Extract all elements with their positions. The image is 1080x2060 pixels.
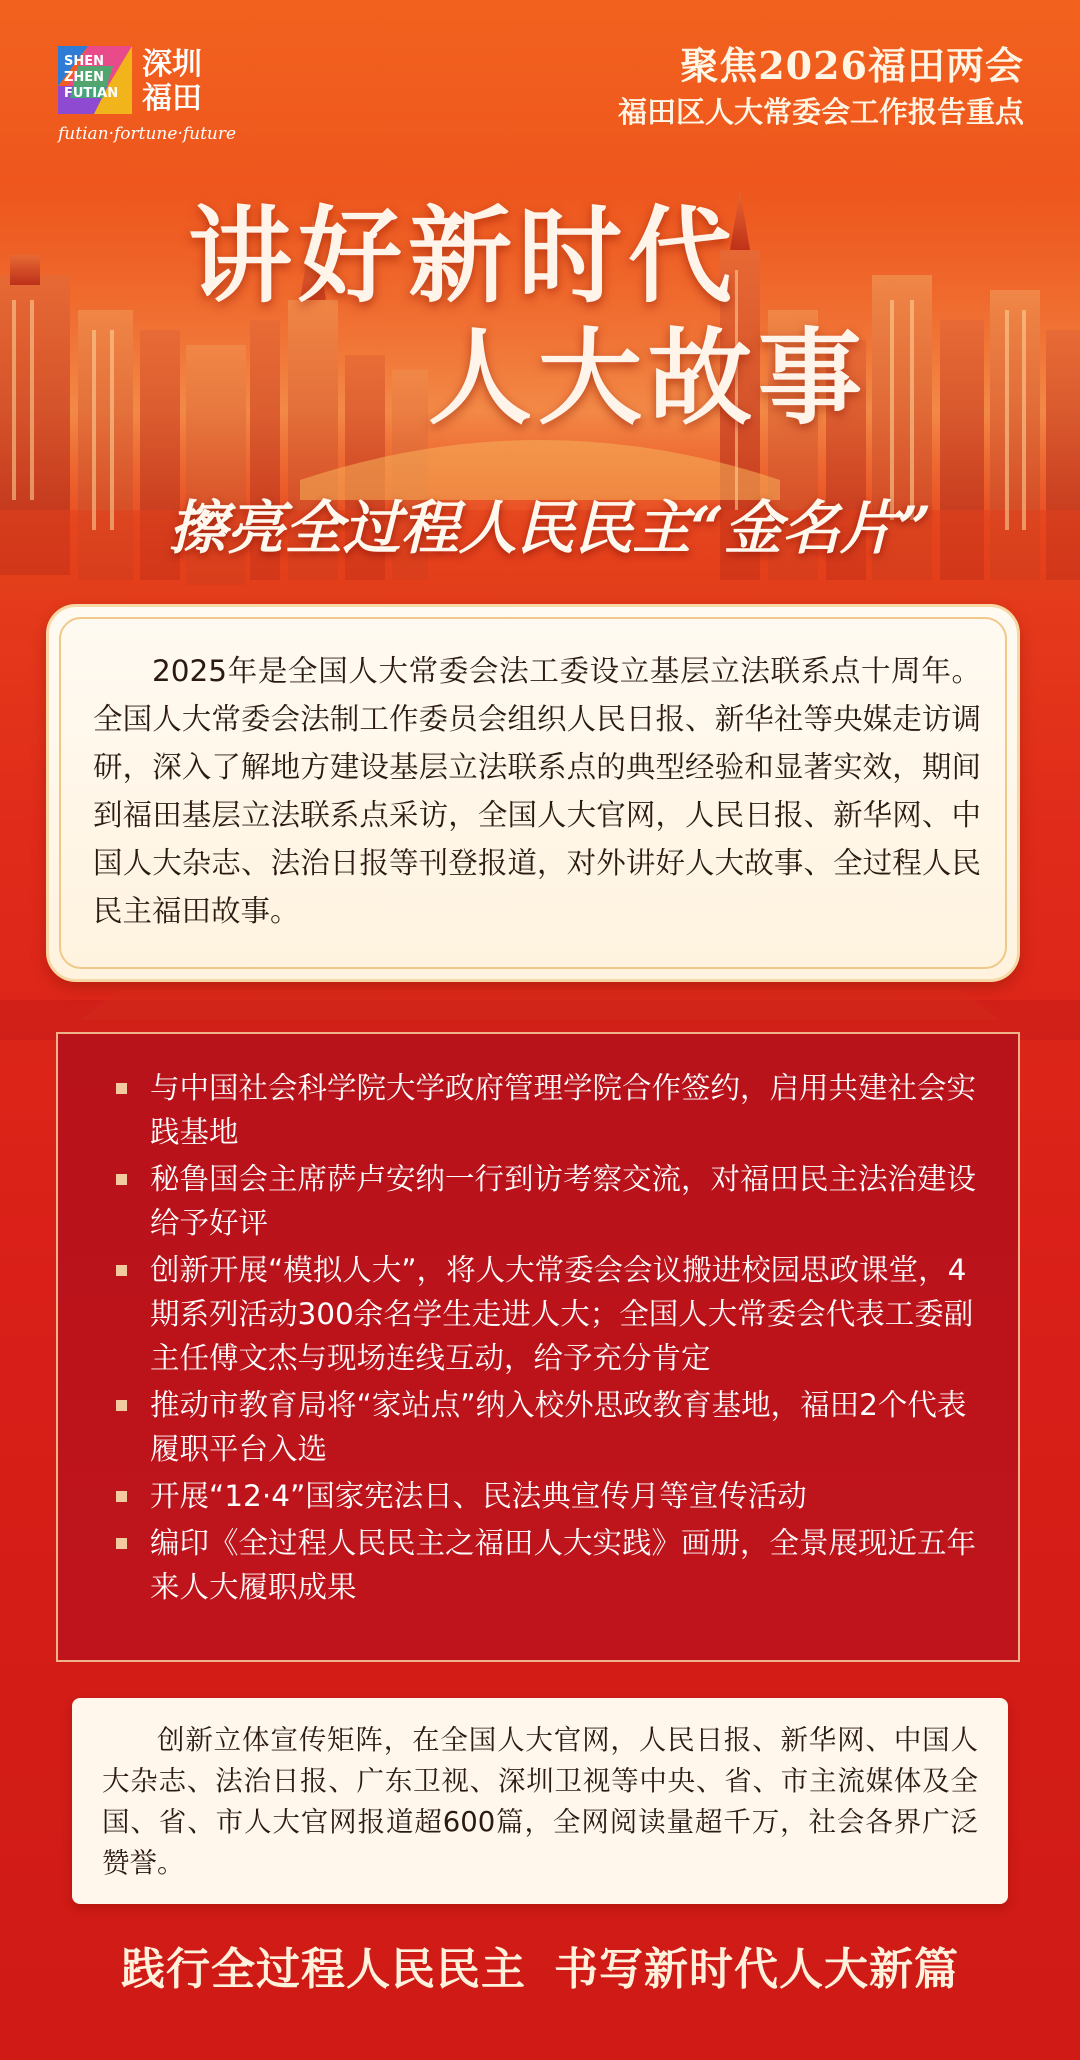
summary-card [72,1698,1008,1904]
list-item [114,1248,994,1380]
list-item-text: 秘鲁国会主席萨卢安纳一行到访考察交流，对福田民主法治建设给予好评 [150,1162,977,1240]
footer-slogan-part2: 书写新时代人大新篇 [554,1944,959,1995]
list-item [114,1474,994,1518]
header-title: 聚焦2026福田两会 [680,43,1024,88]
highlights-card [56,1032,1020,1662]
list-item [114,1157,994,1245]
list-item [114,1521,994,1609]
bullet-icon [116,1265,127,1276]
bullet-icon [116,1538,127,1549]
bullet-icon [116,1491,127,1502]
list-item-text: 创新开展“模拟人大”，将人大常委会会议搬进校园思政课堂，4期系列活动300余名学生走进人大；全国人大常委会代表工委副主任傅文杰与现场连线互动，给予充分肯定 [150,1253,974,1375]
logo-chinese-text [142,48,212,116]
hero-subtitle: 擦亮全过程人民民主“金名片” [168,494,932,562]
hero-title-line2: 人大故事 [428,316,869,439]
logo-cn-line: 深圳 [142,47,202,82]
list-item-text: 推动市教育局将“家站点”纳入校外思政教育基地，福田2个代表履职平台入选 [150,1388,967,1466]
hero-title-line1: 讲好新时代 [188,194,739,317]
highlights-list [114,1066,994,1612]
logo-en-line: FUTIAN [64,86,119,101]
bullet-icon [116,1400,127,1411]
intro-paragraph: 2025年是全国人大常委会法工委设立基层立法联系点十周年。全国人大常委会法制工作委员会组织人民日报、新华社等央媒走访调研，深入了解地方建设基层立法联系点的典型经验和显著实效，期间到福田基层立法联系点采访，全国人大官网，人民日报、新华网、中国人大杂志、法治日报等刊登报道，对外讲好人大故事、全过程人民民主福田故事。 [93,654,981,928]
summary-paragraph: 创新立体宣传矩阵，在全国人大官网，人民日报、新华网、中国人大杂志、法治日报、广东卫视、深圳卫视等中央、省、市主流媒体及全国、省、市人大官网报道超600篇，全网阅读量超千万，社会各界广泛赞誉。 [102,1724,978,1879]
shenzhen-futian-logo [58,46,237,146]
bullet-icon [116,1174,127,1185]
bullet-icon [116,1083,127,1094]
intro-card [46,604,1020,982]
logo-english-text [64,54,118,102]
list-item [114,1066,994,1154]
list-item-text: 编印《全过程人民民主之福田人大实践》画册，全景展现近五年来人大履职成果 [150,1526,977,1604]
footer-slogan-part1: 践行全过程人民民主 [121,1944,526,1995]
footer-slogan [0,1940,1080,2000]
header-title-block [618,42,1024,132]
list-item-text: 与中国社会科学院大学政府管理学院合作签约，启用共建社会实践基地 [150,1071,977,1149]
logo-tagline: futian·fortune·future [58,124,237,144]
list-item-text: 开展“12·4”国家宪法日、民法典宣传月等宣传活动 [150,1479,807,1513]
logo-cn-line: 福田 [142,81,202,116]
logo-en-line: ZHEN [64,70,105,85]
logo-en-line: SHEN [64,54,105,69]
list-item [114,1383,994,1471]
header-subtitle: 福田区人大常委会工作报告重点 [617,95,1024,129]
